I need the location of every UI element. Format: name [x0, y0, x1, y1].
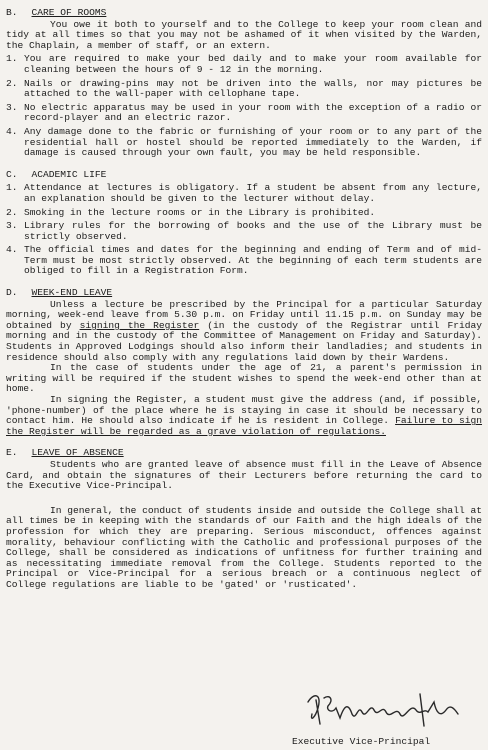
- paragraph: Unless a lecture be prescribed by the Principal for a particular Saturday morning, week-end leave from 5.30 p.m. on Friday until 11.15 p.m. on Sunday may be obtained by signing the Register (in the custody of the Registrar until Friday morning and in the custody of the Committee of Management on Friday and Saturday). Students in Approved Lodgings should also inform their landladies; and students in residence should also comply with any regulations laid down by their Wardens.: [6, 298, 482, 363]
- section-title: WEEK-END LEAVE: [31, 287, 113, 299]
- section-heading: [6, 8, 482, 19]
- signature-role: Executive Vice-Principal: [292, 736, 431, 747]
- section-letter: E.: [6, 447, 18, 459]
- section-care-of-rooms: [6, 8, 482, 159]
- list-item: 3. No electric apparatus may be used in your room with the exception of a radio or record-player and an electric razor.: [6, 101, 482, 124]
- list-item: 1. You are required to make your bed daily and to make your room available for cleaning between the hours of 9 - 12 in the morning.: [6, 53, 482, 75]
- section-letter: C.: [6, 168, 18, 180]
- paragraph: In the case of students under the age of 21, a parent's permission in writing will be required if the student wishes to spend the week-end other than at home.: [6, 362, 482, 395]
- section-letter: D.: [6, 287, 18, 299]
- conduct-paragraph: In general, the conduct of students inside and outside the College shall at all times be in keeping with the standards of our Faith and the high ideals of the profession for which they are preparing. Serious misconduct, offences against morality, behaviour conflicting with the Catholic and professional purposes of the College, shall be considered as indications of unfitness for further training and as necessitating immediate removal from the College. Students reported to the Principal or Vice-Principal for a serious breach or a continuous neglect of College regulations are liable to be 'gated' or 'rusticated'.: [6, 504, 482, 590]
- list-item: 3. Library rules for the borrowing of books and the use of the Library must be strictly observed.: [6, 220, 482, 242]
- section-title: LEAVE OF ABSENCE: [31, 447, 124, 459]
- list-item: 4. Any damage done to the fabric or furnishing of your room or to any part of the residential hall or hostel should be reported immediately to the Warden, if damage is caused through your own fault, you may be held responsible.: [6, 125, 482, 159]
- section-leave-of-absence: [6, 448, 482, 491]
- paragraph: In signing the Register, a student must give the address (and, if possible, 'phone-number) of the place where he is staying in case it should be necessary to contact him. He should also indicate if he is resident in College. Failure to sign the Register will be regarded as a grave violation of regulations.: [6, 394, 483, 437]
- section-title: ACADEMIC LIFE: [31, 168, 107, 180]
- list-item: 2. Nails or drawing-pins may not be driven into the walls, nor may pictures be attached to the wall-paper with cellophane tape.: [6, 77, 482, 100]
- handwritten-signature: [300, 688, 470, 736]
- section-heading: [6, 448, 482, 459]
- list-item: 4. The official times and dates for the beginning and ending of Term and of mid-Term must be most strictly observed. At the beginning of each term students are obliged to fill in a Registration Form.: [6, 244, 482, 277]
- section-letter: B.: [6, 7, 18, 18]
- section-heading: [6, 170, 482, 181]
- section-week-end-leave: [6, 288, 482, 437]
- list-item: 1. Attendance at lectures is obligatory. If a student be absent from any lecture, an explanation should be given to the lecturer without delay.: [6, 182, 482, 204]
- section-heading: [6, 288, 482, 299]
- signature-block: [0, 688, 488, 750]
- paragraph: Students who are granted leave of absence must fill in the Leave of Absence Card, and obtain the signatures of their Lecturers before returning the card to the Executive Vice-Principal.: [6, 458, 482, 492]
- section-intro: You owe it both to yourself and to the College to keep your room clean and tidy at all times so that you may not be ashamed of it when visited by the Warden, the Chaplain, a member of staff, or an extern.: [6, 18, 482, 51]
- section-title: CARE OF ROOMS: [31, 7, 107, 18]
- section-academic-life: [6, 170, 482, 277]
- list-item: 2. Smoking in the lecture rooms or in the Library is prohibited.: [6, 206, 376, 218]
